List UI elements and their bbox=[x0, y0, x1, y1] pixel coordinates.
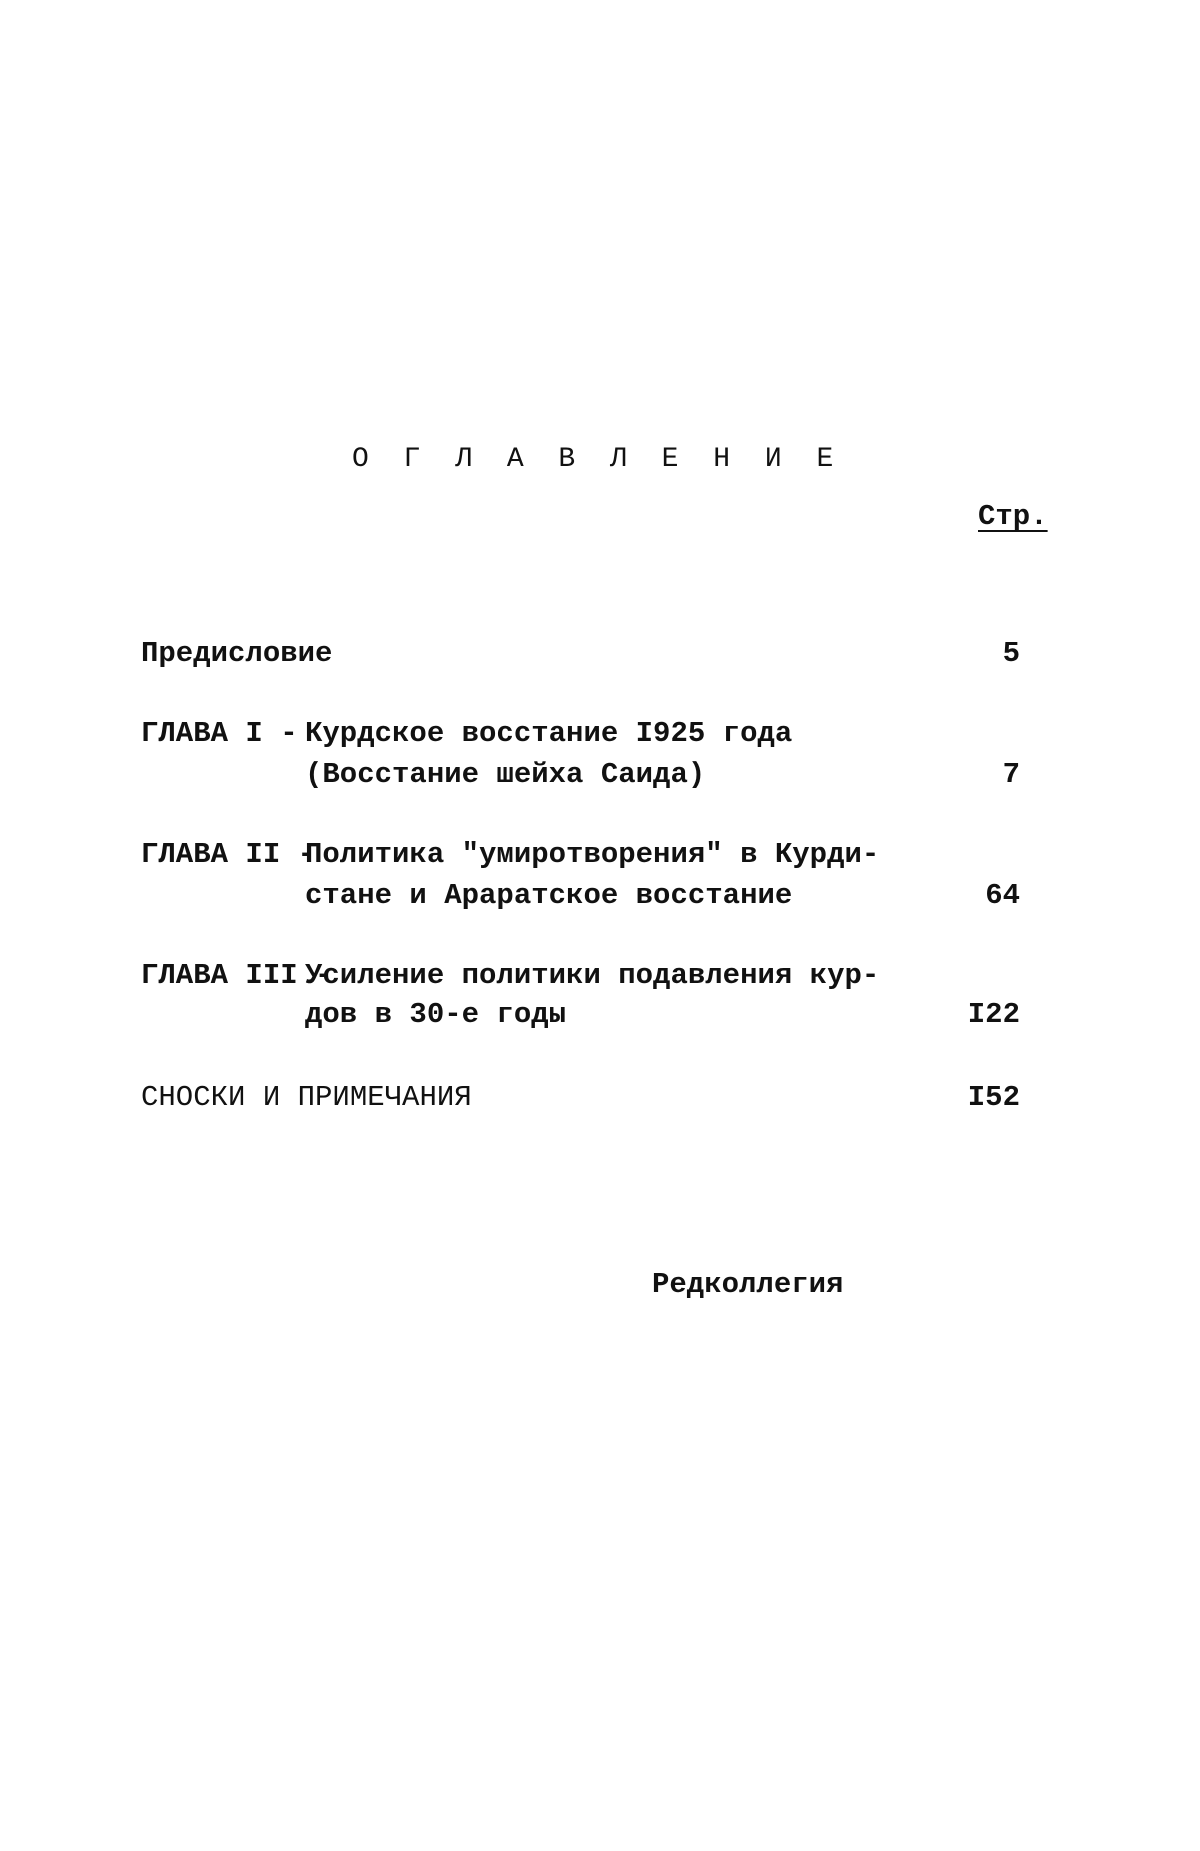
toc-entry-footnotes-text: СНОСКИ И ПРИМЕЧАНИЯ bbox=[141, 1081, 472, 1114]
toc-entry-preface-page: 5 bbox=[1002, 637, 1020, 670]
toc-entry-chapter1-label: ГЛАВА I - bbox=[141, 717, 298, 750]
toc-entry-chapter2-page: 64 bbox=[985, 879, 1020, 912]
toc-entry-chapter2-label: ГЛАВА II - bbox=[141, 838, 316, 871]
toc-entry-chapter3-label: ГЛАВА III - bbox=[141, 959, 333, 992]
toc-entry-chapter2-line1: Политика "умиротворения" в Курди- bbox=[305, 838, 880, 871]
toc-entry-preface-text: Предисловие bbox=[141, 637, 333, 670]
toc-entry-footnotes-page: I52 bbox=[967, 1081, 1020, 1114]
toc-entry-chapter1-line2: (Восстание шейха Саида) bbox=[305, 758, 706, 791]
toc-entry-chapter2-line2: стане и Араратское восстание bbox=[305, 879, 793, 912]
toc-title: О Г Л А В Л Е Н И Е bbox=[352, 444, 843, 475]
toc-entry-chapter1-line1: Курдское восстание I925 года bbox=[305, 717, 793, 750]
page-column-header: Стр. bbox=[978, 500, 1048, 533]
toc-entry-chapter3-line2: дов в 30-е годы bbox=[305, 998, 567, 1031]
toc-entry-chapter3-page: I22 bbox=[967, 998, 1020, 1031]
toc-entry-chapter3-line1: Усиление политики подавления кур- bbox=[305, 959, 880, 992]
editorial-board-signature: Редколлегия bbox=[652, 1268, 844, 1301]
toc-entry-chapter1-page: 7 bbox=[1002, 758, 1020, 791]
